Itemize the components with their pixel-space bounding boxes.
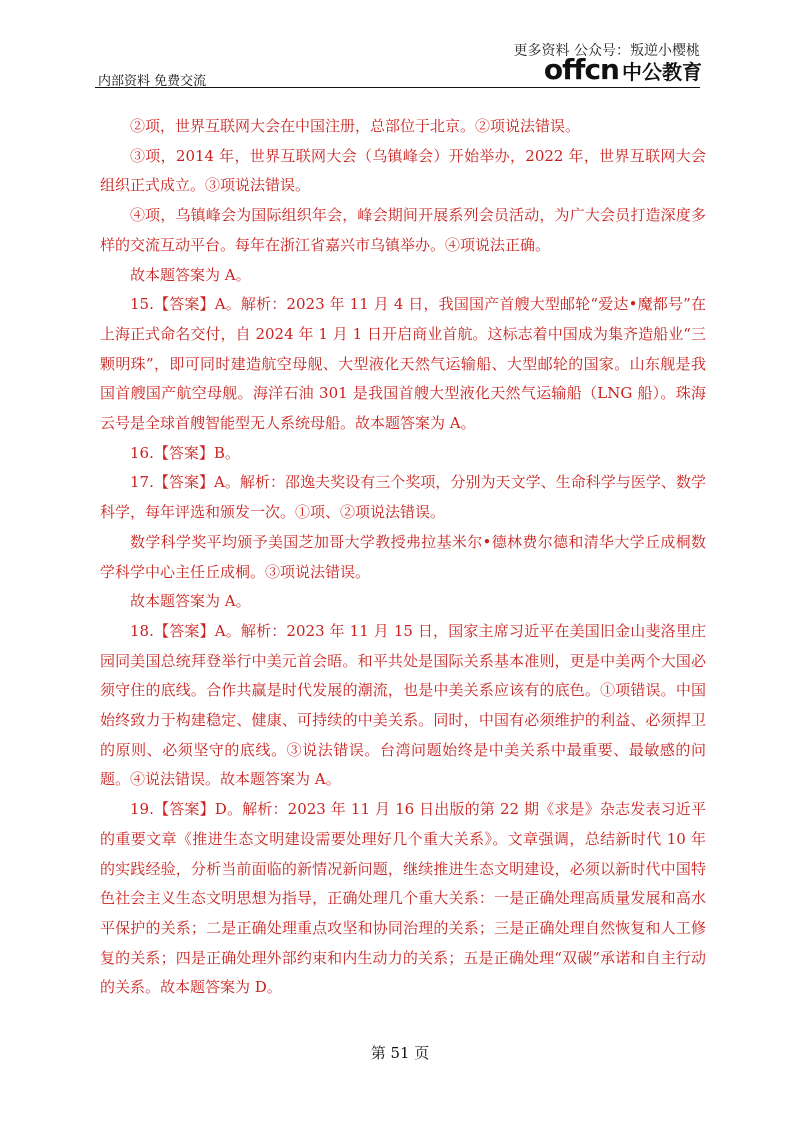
answer-17: 17.【答案】A。解析：邵逸夫奖设有三个奖项，分别为天文学、生命科学与医学、数学科学，每年评选和颁发一次。①项、②项说法错误。 [100,473,706,522]
answer-19: 19.【答案】D。解析：2023 年 11 月 16 日出版的第 22 期《求是》杂志发表习近平的重要文章《推进生态文明建设需要处理好几个重大关系》。文章强调，总结新时代 10 年的实践经验，分析当前面临的新情况新问题，继续推进生态文明建设，必须以新时代中国特色社会主义生态文明思想为指导，正确处理几个重大关系：一是正确处理高质量发展和高水平保护的关系；二是正确处理重点攻坚和协同治理的关系；三是正确处理自然恢复和人工修复的关系；四是正确处理外部约束和内生动力的关系；五是正确处理“双碳”承诺和自主行动的关系。故本题答案为 D。 [100,800,706,997]
paragraph: 数学科学奖平均颁予美国芝加哥大学教授弗拉基米尔•德林费尔德和清华大学丘成桐数学科学中心主任丘成桐。③项说法错误。 [100,532,706,581]
answer-15: 15.【答案】A。解析：2023 年 11 月 4 日，我国国产首艘大型邮轮“爱达•魔都号”在上海正式命名交付，自 2024 年 1 月 1 日开启商业首航。这标志着中国成为集齐造船业“三颗明珠”，即可同时建造航空母舰、大型液化天然气运输船、大型邮轮的国家。山东舰是我国首艘国产航空母舰。海洋石油 301 是我国首艘大型液化天然气运输船（LNG 船）。珠海云号是全球首艘智能型无人系统母船。故本题答案为 A。 [100,295,706,433]
paragraph: 故本题答案为 A。 [130,265,251,284]
page-number: 第 51 页 [370,1044,430,1062]
answer-18: 18.【答案】A。解析：2023 年 11 月 15 日，国家主席习近平在美国旧金山斐洛里庄园同美国总统拜登举行中美元首会晤。和平共处是国际关系基本准则，更是中美两个大国必须守住的底线。合作共赢是时代发展的潮流，也是中美关系应该有的底色。①项错误。中国始终致力于构建稳定、健康、可持续的中美关系。同时，中国有必须维护的利益、必须捍卫的原则、必须坚守的底线。③说法错误。台湾问题始终是中美关系中最重要、最敏感的问题。④说法错误。故本题答案为 A。 [100,621,706,789]
paragraph: ③项，2014 年，世界互联网大会（乌镇峰会）开始举办，2022 年，世界互联网大会组织正式成立。③项说法错误。 [100,146,706,195]
answer-16: 16.【答案】B。 [130,443,240,462]
header-label: 内部资料 免费交流 [98,74,207,89]
header-rule [95,87,700,88]
answer-explanations [100,112,706,1003]
paragraph: ④项，乌镇峰会为国际组织年会，峰会期间开展系列会员活动，为广大会员打造深度多样的交流互动平台。每年在浙江省嘉兴市乌镇举办。④项说法正确。 [100,206,706,254]
offcn-logo [543,53,702,86]
top-right-note: 更多资料 公众号：叛逆小樱桃 [513,43,700,59]
paragraph: 故本题答案为 A。 [130,592,251,611]
paragraph: ②项，世界互联网大会在中国注册，总部位于北京。②项说法错误。 [130,117,581,135]
logo-text: 中公教育 [622,60,702,84]
logo-mark: offcn [543,53,619,86]
